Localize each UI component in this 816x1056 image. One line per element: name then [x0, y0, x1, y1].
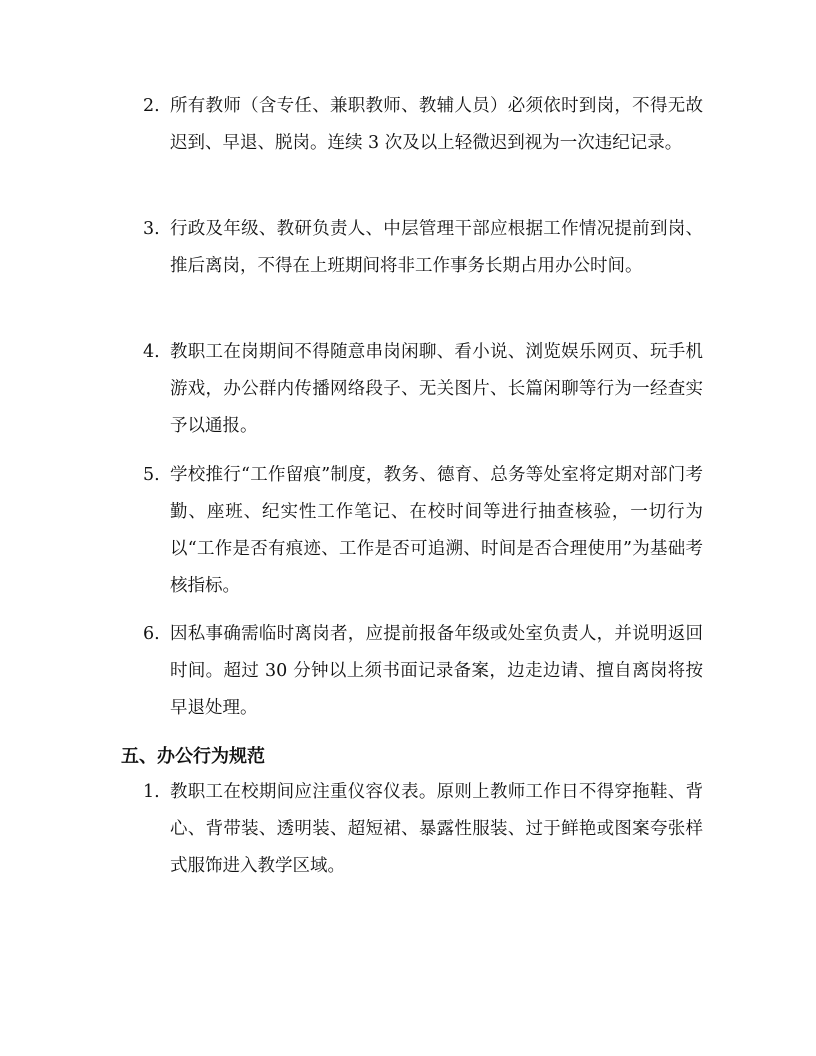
item-text: 教职工在校期间应注重仪容仪表。原则上教师工作日不得穿拖鞋、背心、背带装、透明装、超短裙、暴露性服装、过于鲜艳或图案夸张样式服饰进入教学区域。 — [170, 782, 703, 876]
list-item-6 — [143, 616, 703, 727]
item-number: 1. — [143, 782, 160, 802]
list-item-4 — [143, 334, 703, 445]
item-number: 4. — [143, 342, 160, 362]
item-text: 行政及年级、教研负责人、中层管理干部应根据工作情况提前到岗、推后离岗，不得在上班期间将非工作事务长期占用办公时间。 — [170, 219, 703, 276]
item-text: 因私事确需临时离岗者，应提前报备年级或处室负责人，并说明返回时间。超过 30 分钟以上须书面记录备案，边走边请、擅自离岗将按早退处理。 — [170, 624, 703, 718]
item-number: 3. — [143, 219, 160, 239]
list-item-5 — [143, 457, 703, 605]
section-list-item-1 — [143, 774, 703, 885]
item-number: 6. — [143, 624, 160, 644]
item-text: 所有教师（含专任、兼职教师、教辅人员）必须依时到岗，不得无故迟到、早退、脱岗。连续 3 次及以上轻微迟到视为一次违纪记录。 — [170, 96, 703, 153]
item-number: 5. — [143, 465, 160, 485]
item-number: 2. — [143, 96, 160, 116]
section-heading: 五、办公行为规范 — [121, 746, 265, 767]
list-item-2 — [143, 88, 703, 162]
list-item-3 — [143, 211, 703, 285]
item-text: 学校推行“工作留痕”制度，教务、德育、总务等处室将定期对部门考勤、座班、纪实性工作笔记、在校时间等进行抽查核验，一切行为以“工作是否有痕迹、工作是否可追溯、时间是否合理使用”为基础考核指标。 — [170, 465, 703, 596]
item-text: 教职工在岗期间不得随意串岗闲聊、看小说、浏览娱乐网页、玩手机游戏，办公群内传播网络段子、无关图片、长篇闲聊等行为一经查实予以通报。 — [170, 342, 703, 436]
